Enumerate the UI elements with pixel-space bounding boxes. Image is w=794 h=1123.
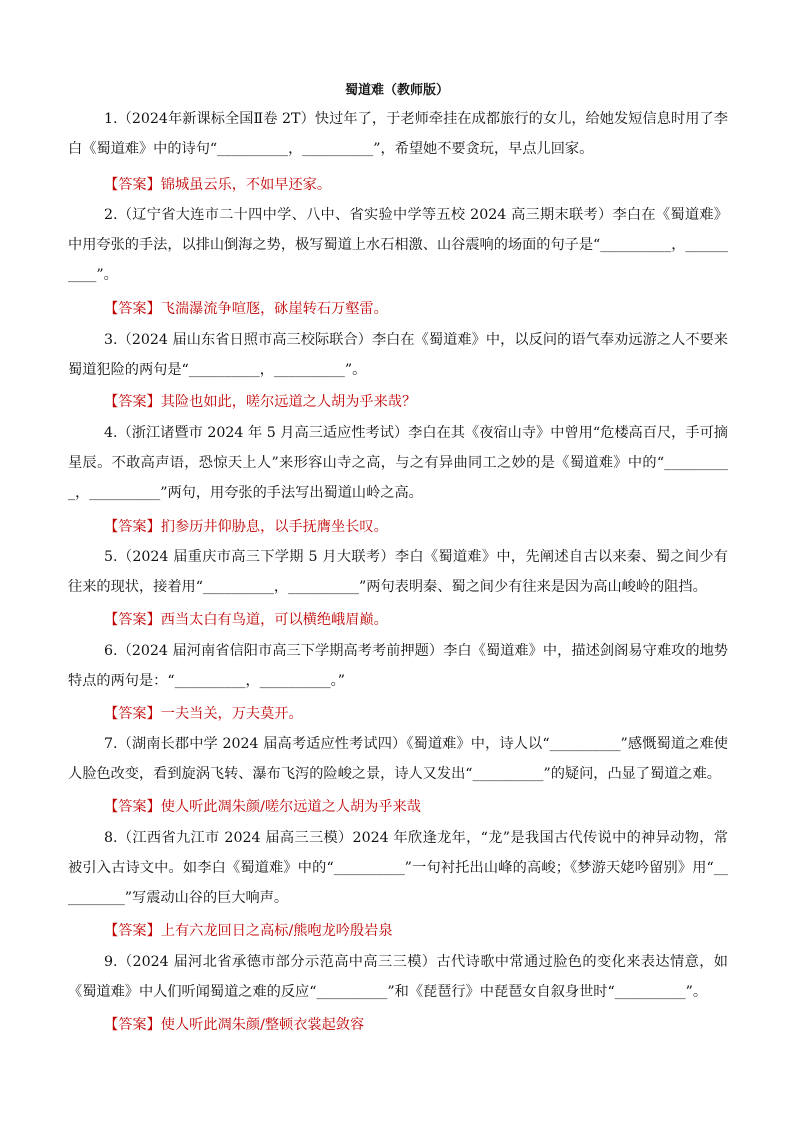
question-8: 8.（江西省九江市 2024 届高三三模）2024 年欣逢龙年，“龙”是我国古代传说中的神异动物，常被引入古诗文中。如李白《蜀道难》中的“__________”一句衬托出山峰的高峻；《梦游天姥吟留别》用“__________”写震动山谷的巨大响声。 <box>68 830 728 906</box>
answer-3: 【答案】其险也如此，嗟尔远道之人胡为乎来哉？ <box>104 394 417 410</box>
question-4: 4.（浙江诸暨市 2024 年 5 月高三适应性考试）李白在其《夜宿山寺》中曾用“危楼高百尺，手可摘星辰。不敢高声语，恐惊天上人”来形容山寺之高，与之有异曲同工之妙的是《蜀道难》中的“__________，__________”两句，用夸张的手法写出蜀道山岭之高。 <box>68 425 728 501</box>
answer-7: 【答案】使人听此凋朱颜/嗟尔远道之人胡为乎来哉 <box>104 799 421 815</box>
question-3: 3.（2024 届山东省日照市高三校际联合）李白在《蜀道难》中，以反问的语气奉劝远游之人不要来蜀道犯险的两句是“__________，__________”。 <box>68 332 728 378</box>
answer-1: 【答案】锦城虽云乐，不如早还家。 <box>104 177 332 193</box>
question-6: 6.（2024 届河南省信阳市高三下学期高考考前押题）李白《蜀道难》中，描述剑阁易守难攻的地势特点的两句是：“__________，__________。” <box>68 643 728 689</box>
question-9: 9.（2024 届河北省承德市部分示范高中高三三模）古代诗歌中常通过脸色的变化来表达情意，如《蜀道难》中人们听闻蜀道之难的反应“__________”和《琵琶行》中琵琶女自叙身世时“__________”。 <box>68 954 728 1000</box>
page-title: 蜀道难（教师版） <box>344 83 449 98</box>
question-5: 5.（2024 届重庆市高三下学期 5 月大联考）李白《蜀道难》中，先阐述自古以来秦、蜀之间少有往来的现状，接着用“__________，__________”两句表明秦、蜀之间少有往来是因为高山峻岭的阻挡。 <box>68 549 728 595</box>
question-2: 2.（辽宁省大连市二十四中学、八中、省实验中学等五校 2024 高三期末联考）李白在《蜀道难》中用夸张的手法，以排山倒海之势，极写蜀道上水石相激、山谷震响的场面的句子是“__________，__________”。 <box>68 207 728 283</box>
answer-4: 【答案】扪参历井仰胁息，以手抚膺坐长叹。 <box>104 519 388 535</box>
question-7: 7.（湖南长郡中学 2024 届高考适应性考试四）《蜀道难》中，诗人以“__________”感慨蜀道之难使人脸色改变，看到旋涡飞转、瀑布飞泻的险峻之景，诗人又发出“__________”的疑问，凸显了蜀道之难。 <box>68 736 728 782</box>
answer-8: 【答案】上有六龙回日之高标/熊咆龙吟殷岩泉 <box>104 923 393 939</box>
answer-5: 【答案】西当太白有鸟道，可以横绝峨眉巅。 <box>104 612 388 628</box>
question-1: 1.（2024年新课标全国Ⅱ卷 2T）快过年了，于老师牵挂在成都旅行的女儿，给她发短信息时用了李白《蜀道难》中的诗句“__________，__________”，希望她不要贪玩，早点儿回家。 <box>68 111 728 157</box>
answer-6: 【答案】一夫当关，万夫莫开。 <box>104 706 303 722</box>
answer-2: 【答案】飞湍瀑流争喧豗，砯崖转石万壑雷。 <box>104 301 388 317</box>
answer-9: 【答案】使人听此凋朱颜/整顿衣裳起敛容 <box>104 1017 365 1033</box>
